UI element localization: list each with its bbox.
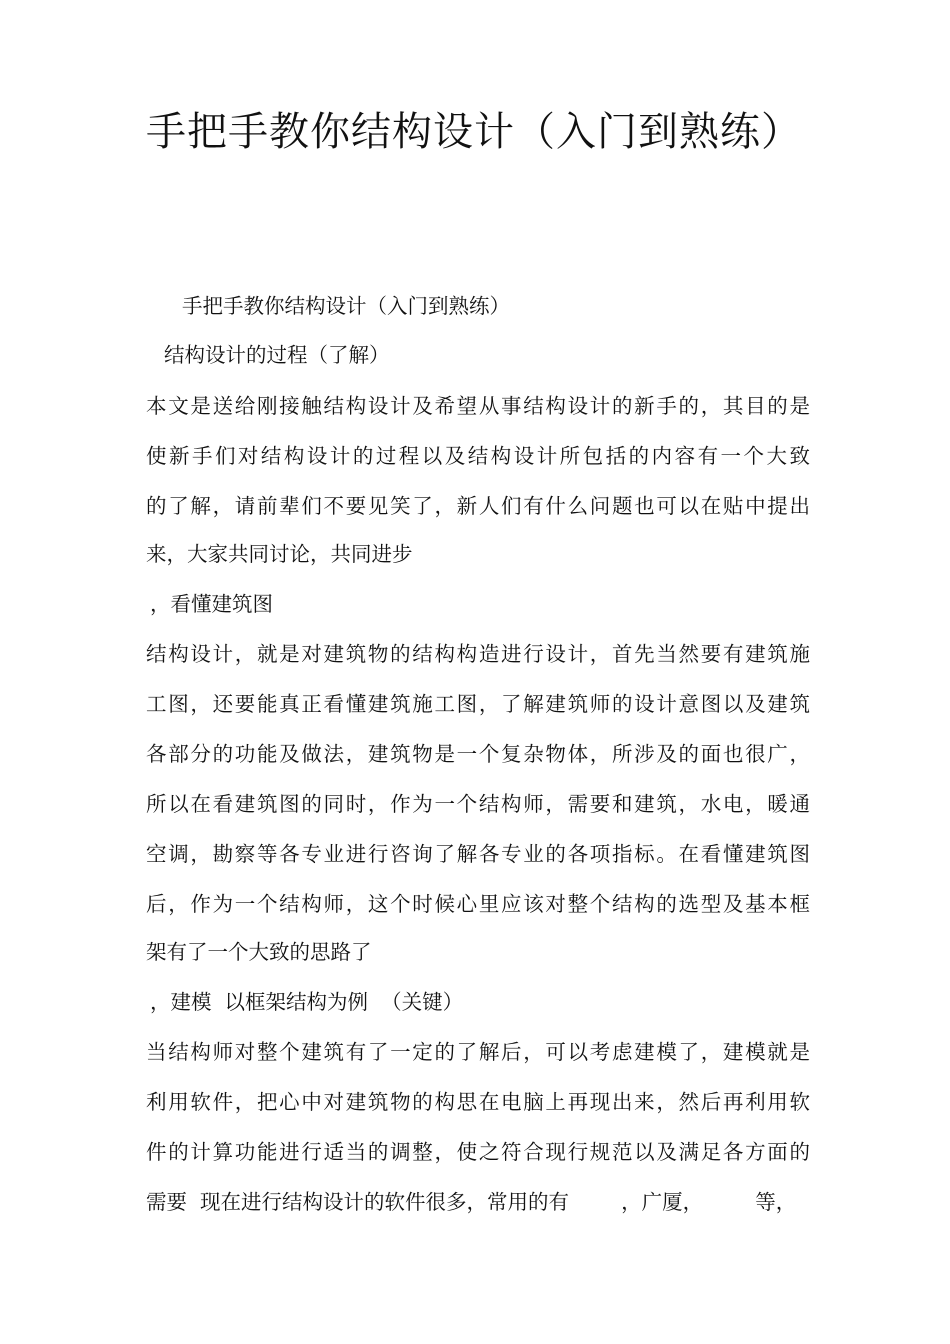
paragraph-line: 当结构师对整个建筑有了一定的了解后，可以考虑建模了，建模就是 bbox=[146, 1040, 810, 1064]
paragraph-line: 本文是送给刚接触结构设计及希望从事结构设计的新手的，其目的是 bbox=[146, 394, 810, 418]
paragraph-line: 空调，勘察等各专业进行咨询了解各专业的各项指标。在看懂建筑图 bbox=[146, 842, 810, 866]
section-heading-read-drawings: ，看懂建筑图 bbox=[150, 592, 273, 616]
paragraph-line: 后，作为一个结构师，这个时候心里应该对整个结构的选型及基本框 bbox=[146, 892, 810, 916]
paragraph-line: 架有了一个大致的思路了 bbox=[146, 940, 372, 964]
paragraph-line: 的了解，请前辈们不要见笑了，新人们有什么问题也可以在贴中提出 bbox=[146, 494, 810, 518]
document-subtitle: 手把手教你结构设计（入门到熟练） bbox=[182, 294, 510, 318]
paragraph-line: 利用软件，把心中对建筑物的构思在电脑上再现出来，然后再利用软 bbox=[146, 1090, 810, 1114]
document-title: 手把手教你结构设计（入门到熟练） bbox=[146, 109, 802, 155]
paragraph-line: 来，大家共同讨论，共同进步 bbox=[146, 542, 413, 566]
section-heading-modeling: ，建模 以框架结构为例 （关键） bbox=[150, 990, 464, 1014]
paragraph-line: 工图，还要能真正看懂建筑施工图，了解建筑师的设计意图以及建筑 bbox=[146, 692, 810, 716]
section-heading-process: 结构设计的过程（了解） bbox=[164, 343, 390, 367]
paragraph-line: 各部分的功能及做法，建筑物是一个复杂物体，所涉及的面也很广， bbox=[146, 742, 810, 766]
paragraph-line: 所以在看建筑图的同时，作为一个结构师，需要和建筑，水电，暖通 bbox=[146, 792, 810, 816]
paragraph-line: 件的计算功能进行适当的调整，使之符合现行规范以及满足各方面的 bbox=[146, 1140, 810, 1164]
paragraph-line: 使新手们对结构设计的过程以及结构设计所包括的内容有一个大致 bbox=[146, 444, 810, 468]
paragraph-line: 需要 现在进行结构设计的软件很多，常用的有 ，广厦， 等， bbox=[146, 1190, 797, 1214]
paragraph-line: 结构设计，就是对建筑物的结构构造进行设计，首先当然要有建筑施 bbox=[146, 642, 810, 666]
